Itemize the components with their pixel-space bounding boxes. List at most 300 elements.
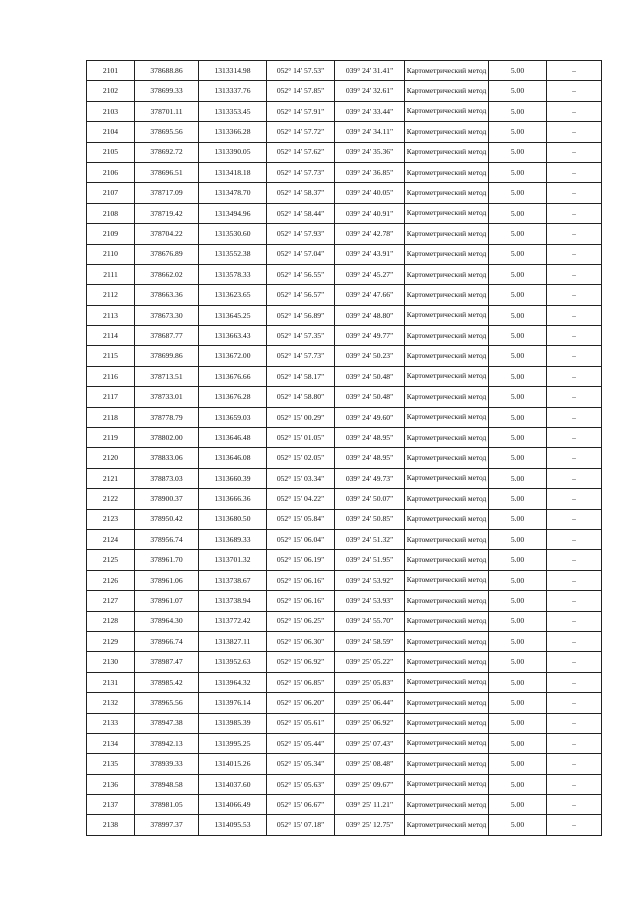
x-coordinate-cell: 378673.30 [135, 305, 199, 325]
precision-cell: 5.00 [489, 203, 547, 223]
precision-cell: 5.00 [489, 570, 547, 590]
y-coordinate-cell: 1313666.36 [199, 489, 267, 509]
method-cell: Картометрический метод [405, 468, 489, 488]
precision-cell: 5.00 [489, 468, 547, 488]
table-row [87, 611, 602, 631]
point-number-cell: 2110 [87, 244, 135, 264]
y-coordinate-cell: 1313964.32 [199, 672, 267, 692]
point-number-cell: 2111 [87, 264, 135, 284]
point-number-cell: 2127 [87, 591, 135, 611]
y-coordinate-cell: 1313663.43 [199, 326, 267, 346]
longitude-cell: 039° 24' 35.36" [335, 142, 405, 162]
longitude-cell: 039° 25' 05.83" [335, 672, 405, 692]
x-coordinate-cell: 378964.30 [135, 611, 199, 631]
precision-cell: 5.00 [489, 591, 547, 611]
precision-cell: 5.00 [489, 713, 547, 733]
point-number-cell: 2114 [87, 326, 135, 346]
precision-cell: 5.00 [489, 366, 547, 386]
latitude-cell: 052° 15' 06.16" [267, 591, 335, 611]
precision-cell: 5.00 [489, 733, 547, 753]
longitude-cell: 039° 24' 48.80" [335, 305, 405, 325]
note-cell: – [547, 754, 602, 774]
y-coordinate-cell: 1313623.65 [199, 285, 267, 305]
latitude-cell: 052° 14' 57.04" [267, 244, 335, 264]
method-cell: Картометрический метод [405, 733, 489, 753]
precision-cell: 5.00 [489, 550, 547, 570]
point-number-cell: 2119 [87, 428, 135, 448]
note-cell: – [547, 815, 602, 835]
method-cell: Картометрический метод [405, 489, 489, 509]
latitude-cell: 052° 15' 06.25" [267, 611, 335, 631]
longitude-cell: 039° 24' 40.91" [335, 203, 405, 223]
x-coordinate-cell: 378942.13 [135, 733, 199, 753]
latitude-cell: 052° 14' 56.57" [267, 285, 335, 305]
latitude-cell: 052° 15' 06.30" [267, 631, 335, 651]
latitude-cell: 052° 14' 57.62" [267, 142, 335, 162]
method-cell: Картометрический метод [405, 713, 489, 733]
note-cell: – [547, 570, 602, 590]
y-coordinate-cell: 1313366.28 [199, 122, 267, 142]
x-coordinate-cell: 378873.03 [135, 468, 199, 488]
y-coordinate-cell: 1313672.00 [199, 346, 267, 366]
point-number-cell: 2129 [87, 631, 135, 651]
y-coordinate-cell: 1313337.76 [199, 81, 267, 101]
x-coordinate-cell: 378802.00 [135, 428, 199, 448]
longitude-cell: 039° 24' 47.66" [335, 285, 405, 305]
latitude-cell: 052° 14' 57.91" [267, 101, 335, 121]
precision-cell: 5.00 [489, 305, 547, 325]
longitude-cell: 039° 25' 11.21" [335, 795, 405, 815]
point-number-cell: 2107 [87, 183, 135, 203]
point-number-cell: 2117 [87, 387, 135, 407]
x-coordinate-cell: 378778.79 [135, 407, 199, 427]
longitude-cell: 039° 24' 49.73" [335, 468, 405, 488]
y-coordinate-cell: 1313676.28 [199, 387, 267, 407]
note-cell: – [547, 448, 602, 468]
y-coordinate-cell: 1314066.49 [199, 795, 267, 815]
latitude-cell: 052° 15' 06.67" [267, 795, 335, 815]
table-row [87, 591, 602, 611]
method-cell: Картометрический метод [405, 754, 489, 774]
longitude-cell: 039° 24' 50.48" [335, 366, 405, 386]
y-coordinate-cell: 1313952.63 [199, 652, 267, 672]
method-cell: Картометрический метод [405, 162, 489, 182]
x-coordinate-cell: 378663.36 [135, 285, 199, 305]
longitude-cell: 039° 24' 53.93" [335, 591, 405, 611]
latitude-cell: 052° 14' 57.53" [267, 61, 335, 81]
y-coordinate-cell: 1313995.25 [199, 733, 267, 753]
longitude-cell: 039° 24' 53.92" [335, 570, 405, 590]
precision-cell: 5.00 [489, 387, 547, 407]
method-cell: Картометрический метод [405, 203, 489, 223]
point-number-cell: 2135 [87, 754, 135, 774]
point-number-cell: 2120 [87, 448, 135, 468]
note-cell: – [547, 631, 602, 651]
point-number-cell: 2133 [87, 713, 135, 733]
longitude-cell: 039° 24' 48.95" [335, 448, 405, 468]
latitude-cell: 052° 14' 57.35" [267, 326, 335, 346]
point-number-cell: 2121 [87, 468, 135, 488]
note-cell: – [547, 81, 602, 101]
x-coordinate-cell: 378981.05 [135, 795, 199, 815]
table-row [87, 122, 602, 142]
method-cell: Картометрический метод [405, 264, 489, 284]
table-row [87, 815, 602, 835]
latitude-cell: 052° 15' 06.04" [267, 529, 335, 549]
y-coordinate-cell: 1313772.42 [199, 611, 267, 631]
method-cell: Картометрический метод [405, 693, 489, 713]
longitude-cell: 039° 24' 36.85" [335, 162, 405, 182]
table-body [87, 61, 602, 836]
precision-cell: 5.00 [489, 815, 547, 835]
point-number-cell: 2124 [87, 529, 135, 549]
x-coordinate-cell: 378733.01 [135, 387, 199, 407]
point-number-cell: 2105 [87, 142, 135, 162]
method-cell: Картометрический метод [405, 591, 489, 611]
x-coordinate-cell: 378987.47 [135, 652, 199, 672]
point-number-cell: 2109 [87, 224, 135, 244]
x-coordinate-cell: 378676.89 [135, 244, 199, 264]
point-number-cell: 2130 [87, 652, 135, 672]
y-coordinate-cell: 1313645.25 [199, 305, 267, 325]
y-coordinate-cell: 1313689.33 [199, 529, 267, 549]
longitude-cell: 039° 24' 34.11" [335, 122, 405, 142]
latitude-cell: 052° 14' 57.73" [267, 162, 335, 182]
table-row [87, 795, 602, 815]
table-row [87, 264, 602, 284]
point-number-cell: 2136 [87, 774, 135, 794]
point-number-cell: 2122 [87, 489, 135, 509]
note-cell: – [547, 61, 602, 81]
latitude-cell: 052° 15' 05.44" [267, 733, 335, 753]
method-cell: Картометрический метод [405, 815, 489, 835]
y-coordinate-cell: 1313314.98 [199, 61, 267, 81]
method-cell: Картометрический метод [405, 407, 489, 427]
note-cell: – [547, 244, 602, 264]
latitude-cell: 052° 14' 57.85" [267, 81, 335, 101]
table-row [87, 550, 602, 570]
y-coordinate-cell: 1313680.50 [199, 509, 267, 529]
precision-cell: 5.00 [489, 162, 547, 182]
note-cell: – [547, 693, 602, 713]
point-number-cell: 2132 [87, 693, 135, 713]
x-coordinate-cell: 378965.56 [135, 693, 199, 713]
point-number-cell: 2102 [87, 81, 135, 101]
latitude-cell: 052° 14' 58.80" [267, 387, 335, 407]
precision-cell: 5.00 [489, 754, 547, 774]
note-cell: – [547, 795, 602, 815]
table-row [87, 285, 602, 305]
note-cell: – [547, 183, 602, 203]
x-coordinate-cell: 378701.11 [135, 101, 199, 121]
y-coordinate-cell: 1313418.18 [199, 162, 267, 182]
y-coordinate-cell: 1313552.38 [199, 244, 267, 264]
table-row [87, 407, 602, 427]
latitude-cell: 052° 14' 57.93" [267, 224, 335, 244]
method-cell: Картометрический метод [405, 346, 489, 366]
precision-cell: 5.00 [489, 346, 547, 366]
longitude-cell: 039° 24' 51.32" [335, 529, 405, 549]
y-coordinate-cell: 1313646.08 [199, 448, 267, 468]
note-cell: – [547, 428, 602, 448]
longitude-cell: 039° 24' 32.61" [335, 81, 405, 101]
note-cell: – [547, 224, 602, 244]
method-cell: Картометрический метод [405, 550, 489, 570]
longitude-cell: 039° 24' 58.59" [335, 631, 405, 651]
point-number-cell: 2101 [87, 61, 135, 81]
point-number-cell: 2123 [87, 509, 135, 529]
x-coordinate-cell: 378662.02 [135, 264, 199, 284]
precision-cell: 5.00 [489, 795, 547, 815]
table-row [87, 203, 602, 223]
longitude-cell: 039° 25' 09.67" [335, 774, 405, 794]
note-cell: – [547, 652, 602, 672]
note-cell: – [547, 509, 602, 529]
table-row [87, 81, 602, 101]
note-cell: – [547, 101, 602, 121]
x-coordinate-cell: 378966.74 [135, 631, 199, 651]
y-coordinate-cell: 1313578.33 [199, 264, 267, 284]
note-cell: – [547, 591, 602, 611]
longitude-cell: 039° 24' 55.70" [335, 611, 405, 631]
point-number-cell: 2112 [87, 285, 135, 305]
note-cell: – [547, 162, 602, 182]
y-coordinate-cell: 1313390.05 [199, 142, 267, 162]
point-number-cell: 2118 [87, 407, 135, 427]
latitude-cell: 052° 14' 58.37" [267, 183, 335, 203]
precision-cell: 5.00 [489, 529, 547, 549]
table-row [87, 754, 602, 774]
note-cell: – [547, 550, 602, 570]
precision-cell: 5.00 [489, 693, 547, 713]
note-cell: – [547, 203, 602, 223]
point-number-cell: 2108 [87, 203, 135, 223]
note-cell: – [547, 326, 602, 346]
method-cell: Картометрический метод [405, 305, 489, 325]
table-row [87, 244, 602, 264]
table-row [87, 529, 602, 549]
table-row [87, 142, 602, 162]
x-coordinate-cell: 378692.72 [135, 142, 199, 162]
precision-cell: 5.00 [489, 224, 547, 244]
x-coordinate-cell: 378688.86 [135, 61, 199, 81]
precision-cell: 5.00 [489, 101, 547, 121]
longitude-cell: 039° 24' 43.91" [335, 244, 405, 264]
y-coordinate-cell: 1313646.48 [199, 428, 267, 448]
table-row [87, 489, 602, 509]
x-coordinate-cell: 378939.33 [135, 754, 199, 774]
method-cell: Картометрический метод [405, 387, 489, 407]
longitude-cell: 039° 24' 51.95" [335, 550, 405, 570]
table-row [87, 570, 602, 590]
table-row [87, 672, 602, 692]
precision-cell: 5.00 [489, 122, 547, 142]
latitude-cell: 052° 14' 56.89" [267, 305, 335, 325]
x-coordinate-cell: 378947.38 [135, 713, 199, 733]
point-number-cell: 2126 [87, 570, 135, 590]
note-cell: – [547, 122, 602, 142]
longitude-cell: 039° 24' 49.60" [335, 407, 405, 427]
precision-cell: 5.00 [489, 183, 547, 203]
y-coordinate-cell: 1314037.60 [199, 774, 267, 794]
longitude-cell: 039° 25' 12.75" [335, 815, 405, 835]
table-row [87, 61, 602, 81]
x-coordinate-cell: 378695.56 [135, 122, 199, 142]
note-cell: – [547, 305, 602, 325]
precision-cell: 5.00 [489, 774, 547, 794]
table-row [87, 183, 602, 203]
table-row [87, 387, 602, 407]
table-row [87, 448, 602, 468]
note-cell: – [547, 611, 602, 631]
note-cell: – [547, 713, 602, 733]
point-number-cell: 2113 [87, 305, 135, 325]
point-number-cell: 2116 [87, 366, 135, 386]
table-row [87, 774, 602, 794]
note-cell: – [547, 285, 602, 305]
precision-cell: 5.00 [489, 652, 547, 672]
x-coordinate-cell: 378900.37 [135, 489, 199, 509]
precision-cell: 5.00 [489, 407, 547, 427]
x-coordinate-cell: 378704.22 [135, 224, 199, 244]
x-coordinate-cell: 378687.77 [135, 326, 199, 346]
precision-cell: 5.00 [489, 61, 547, 81]
x-coordinate-cell: 378961.07 [135, 591, 199, 611]
longitude-cell: 039° 24' 50.23" [335, 346, 405, 366]
table-row [87, 224, 602, 244]
precision-cell: 5.00 [489, 285, 547, 305]
latitude-cell: 052° 15' 05.63" [267, 774, 335, 794]
method-cell: Картометрический метод [405, 142, 489, 162]
longitude-cell: 039° 24' 50.85" [335, 509, 405, 529]
x-coordinate-cell: 378950.42 [135, 509, 199, 529]
longitude-cell: 039° 24' 50.48" [335, 387, 405, 407]
longitude-cell: 039° 25' 06.44" [335, 693, 405, 713]
method-cell: Картометрический метод [405, 672, 489, 692]
note-cell: – [547, 407, 602, 427]
x-coordinate-cell: 378961.06 [135, 570, 199, 590]
method-cell: Картометрический метод [405, 122, 489, 142]
y-coordinate-cell: 1313827.11 [199, 631, 267, 651]
method-cell: Картометрический метод [405, 183, 489, 203]
point-number-cell: 2106 [87, 162, 135, 182]
x-coordinate-cell: 378699.33 [135, 81, 199, 101]
y-coordinate-cell: 1313976.14 [199, 693, 267, 713]
latitude-cell: 052° 15' 00.29" [267, 407, 335, 427]
latitude-cell: 052° 14' 57.72" [267, 122, 335, 142]
table-row [87, 733, 602, 753]
x-coordinate-cell: 378699.86 [135, 346, 199, 366]
latitude-cell: 052° 15' 05.34" [267, 754, 335, 774]
precision-cell: 5.00 [489, 264, 547, 284]
precision-cell: 5.00 [489, 672, 547, 692]
latitude-cell: 052° 15' 06.92" [267, 652, 335, 672]
method-cell: Картометрический метод [405, 285, 489, 305]
table-row [87, 366, 602, 386]
method-cell: Картометрический метод [405, 81, 489, 101]
method-cell: Картометрический метод [405, 428, 489, 448]
method-cell: Картометрический метод [405, 448, 489, 468]
y-coordinate-cell: 1313530.60 [199, 224, 267, 244]
note-cell: – [547, 366, 602, 386]
table-row [87, 326, 602, 346]
longitude-cell: 039° 24' 40.05" [335, 183, 405, 203]
longitude-cell: 039° 25' 05.22" [335, 652, 405, 672]
point-number-cell: 2137 [87, 795, 135, 815]
y-coordinate-cell: 1313478.70 [199, 183, 267, 203]
longitude-cell: 039° 24' 33.44" [335, 101, 405, 121]
method-cell: Картометрический метод [405, 631, 489, 651]
table-row [87, 713, 602, 733]
x-coordinate-cell: 378985.42 [135, 672, 199, 692]
longitude-cell: 039° 24' 42.78" [335, 224, 405, 244]
precision-cell: 5.00 [489, 509, 547, 529]
latitude-cell: 052° 15' 06.85" [267, 672, 335, 692]
table-row [87, 631, 602, 651]
note-cell: – [547, 774, 602, 794]
method-cell: Картометрический метод [405, 326, 489, 346]
x-coordinate-cell: 378961.70 [135, 550, 199, 570]
note-cell: – [547, 489, 602, 509]
latitude-cell: 052° 15' 02.05" [267, 448, 335, 468]
x-coordinate-cell: 378719.42 [135, 203, 199, 223]
note-cell: – [547, 529, 602, 549]
note-cell: – [547, 672, 602, 692]
latitude-cell: 052° 15' 06.19" [267, 550, 335, 570]
table-row [87, 346, 602, 366]
note-cell: – [547, 142, 602, 162]
latitude-cell: 052° 14' 57.73" [267, 346, 335, 366]
y-coordinate-cell: 1313494.96 [199, 203, 267, 223]
table-row [87, 509, 602, 529]
x-coordinate-cell: 378833.06 [135, 448, 199, 468]
x-coordinate-cell: 378717.09 [135, 183, 199, 203]
table-row [87, 162, 602, 182]
latitude-cell: 052° 15' 05.84" [267, 509, 335, 529]
table-row [87, 428, 602, 448]
y-coordinate-cell: 1314095.53 [199, 815, 267, 835]
point-number-cell: 2115 [87, 346, 135, 366]
longitude-cell: 039° 24' 49.77" [335, 326, 405, 346]
y-coordinate-cell: 1314015.26 [199, 754, 267, 774]
y-coordinate-cell: 1313738.67 [199, 570, 267, 590]
precision-cell: 5.00 [489, 611, 547, 631]
precision-cell: 5.00 [489, 631, 547, 651]
latitude-cell: 052° 15' 06.16" [267, 570, 335, 590]
note-cell: – [547, 346, 602, 366]
point-number-cell: 2128 [87, 611, 135, 631]
method-cell: Картометрический метод [405, 652, 489, 672]
method-cell: Картометрический метод [405, 244, 489, 264]
precision-cell: 5.00 [489, 448, 547, 468]
y-coordinate-cell: 1313738.94 [199, 591, 267, 611]
point-number-cell: 2131 [87, 672, 135, 692]
method-cell: Картометрический метод [405, 795, 489, 815]
table-row [87, 468, 602, 488]
method-cell: Картометрический метод [405, 529, 489, 549]
table-row [87, 305, 602, 325]
point-number-cell: 2125 [87, 550, 135, 570]
latitude-cell: 052° 14' 58.17" [267, 366, 335, 386]
latitude-cell: 052° 14' 58.44" [267, 203, 335, 223]
coordinates-table [86, 60, 602, 836]
longitude-cell: 039° 24' 50.07" [335, 489, 405, 509]
longitude-cell: 039° 24' 45.27" [335, 264, 405, 284]
longitude-cell: 039° 24' 48.95" [335, 428, 405, 448]
y-coordinate-cell: 1313660.39 [199, 468, 267, 488]
x-coordinate-cell: 378997.37 [135, 815, 199, 835]
method-cell: Картометрический метод [405, 61, 489, 81]
